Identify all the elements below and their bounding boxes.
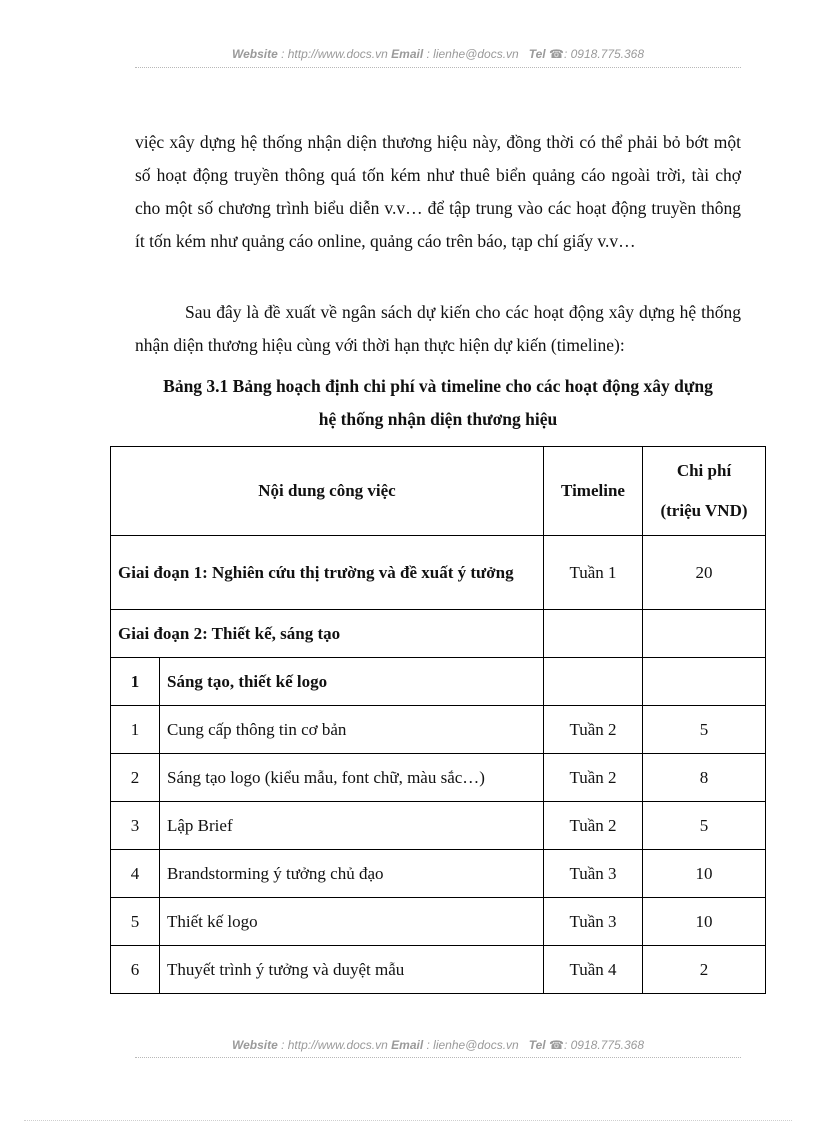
- table-row: [111, 754, 766, 802]
- row-no: 5: [111, 898, 160, 946]
- phase-1-label: Giai đoạn 1: Nghiên cứu thị trường và đề xuất ý tưởng: [111, 536, 544, 610]
- header-website-label: Website: [231, 47, 278, 61]
- footer-email-label: Email: [391, 1038, 424, 1052]
- phone-icon: ☎: [549, 47, 564, 61]
- row-cost: 10: [643, 898, 766, 946]
- phase-1-timeline: Tuần 1: [544, 536, 643, 610]
- row-task: Brandstorming ý tưởng chủ đạo: [160, 850, 544, 898]
- group-1-label: Sáng tạo, thiết kế logo: [160, 658, 544, 706]
- row-cost: 8: [643, 754, 766, 802]
- row-task: Cung cấp thông tin cơ bản: [160, 706, 544, 754]
- header-cost-line-2: (triệu VND): [660, 501, 748, 520]
- table-caption-line-2: hệ thống nhận diện thương hiệu: [318, 409, 558, 429]
- row-task: Sáng tạo logo (kiểu mẫu, font chữ, màu sắc…): [160, 754, 544, 802]
- page-footer: [135, 1038, 741, 1052]
- table-row: [111, 946, 766, 994]
- table-caption-line-1: Bảng 3.1 Bảng hoạch định chi phí và timeline cho các hoạt động xây dựng: [163, 376, 713, 396]
- phase-1-cost: 20: [643, 536, 766, 610]
- row-cost: 10: [643, 850, 766, 898]
- table-row: [111, 802, 766, 850]
- footer-website-label: Website: [231, 1038, 278, 1052]
- table-row: [111, 898, 766, 946]
- row-no: 3: [111, 802, 160, 850]
- footer-email: : lienhe@docs.vn: [423, 1038, 519, 1052]
- footer-tel-label: Tel: [528, 1038, 546, 1052]
- footer-divider: [135, 1057, 741, 1058]
- header-timeline: Timeline: [544, 447, 643, 536]
- phase-1-row: [111, 536, 766, 610]
- phase-2-label: Giai đoạn 2: Thiết kế, sáng tạo: [111, 610, 544, 658]
- footer-tel: : 0918.775.368: [563, 1038, 645, 1052]
- table-caption: [120, 370, 756, 436]
- row-timeline: Tuần 2: [544, 706, 643, 754]
- row-no: 4: [111, 850, 160, 898]
- row-no: 1: [111, 706, 160, 754]
- body-paragraph-1: việc xây dựng hệ thống nhận diện thương hiệu này, đồng thời có thể phải bỏ bớt một số hoạt động truyền thông quá tốn kém như thuê biển quảng cáo ngoài trời, tài chợ cho một số chương trình biểu diễn v.v… để tập trung vào các hoạt động truyền thông ít tốn kém như quảng cáo online, quảng cáo trên báo, tạp chí giấy v.v…: [135, 132, 741, 251]
- row-timeline: Tuần 2: [544, 754, 643, 802]
- row-task: Thuyết trình ý tưởng và duyệt mẫu: [160, 946, 544, 994]
- row-task: Thiết kế logo: [160, 898, 544, 946]
- group-1-row: [111, 658, 766, 706]
- header-tel-label: Tel: [528, 47, 546, 61]
- page-header: [135, 47, 741, 61]
- header-tel: : 0918.775.368: [563, 47, 645, 61]
- row-timeline: Tuần 4: [544, 946, 643, 994]
- cost-timeline-table: [110, 446, 766, 994]
- row-timeline: Tuần 2: [544, 802, 643, 850]
- row-timeline: Tuần 3: [544, 898, 643, 946]
- phase-2-row: [111, 610, 766, 658]
- header-cost-line-1: Chi phí: [676, 461, 732, 480]
- header-content: Nội dung công việc: [111, 447, 544, 536]
- table-row: [111, 850, 766, 898]
- header-email-label: Email: [391, 47, 424, 61]
- row-cost: 5: [643, 706, 766, 754]
- phone-icon: ☎: [549, 1038, 564, 1052]
- header-cost: [643, 447, 766, 536]
- table-row: [111, 706, 766, 754]
- header-divider: [135, 67, 741, 68]
- row-timeline: Tuần 3: [544, 850, 643, 898]
- footer-website: : http://www.docs.vn: [277, 1038, 388, 1052]
- header-email: : lienhe@docs.vn: [423, 47, 519, 61]
- page-bottom-border: [24, 1120, 792, 1121]
- body-paragraph-2: Sau đây là đề xuất về ngân sách dự kiến cho các hoạt động xây dựng hệ thống nhận diện thương hiệu cùng với thời hạn thực hiện dự kiến (timeline):: [135, 302, 741, 355]
- header-website: : http://www.docs.vn: [277, 47, 388, 61]
- row-no: 2: [111, 754, 160, 802]
- row-task: Lập Brief: [160, 802, 544, 850]
- row-no: 6: [111, 946, 160, 994]
- row-cost: 5: [643, 802, 766, 850]
- row-cost: 2: [643, 946, 766, 994]
- group-1-no: 1: [111, 658, 160, 706]
- table-header-row: [111, 447, 766, 536]
